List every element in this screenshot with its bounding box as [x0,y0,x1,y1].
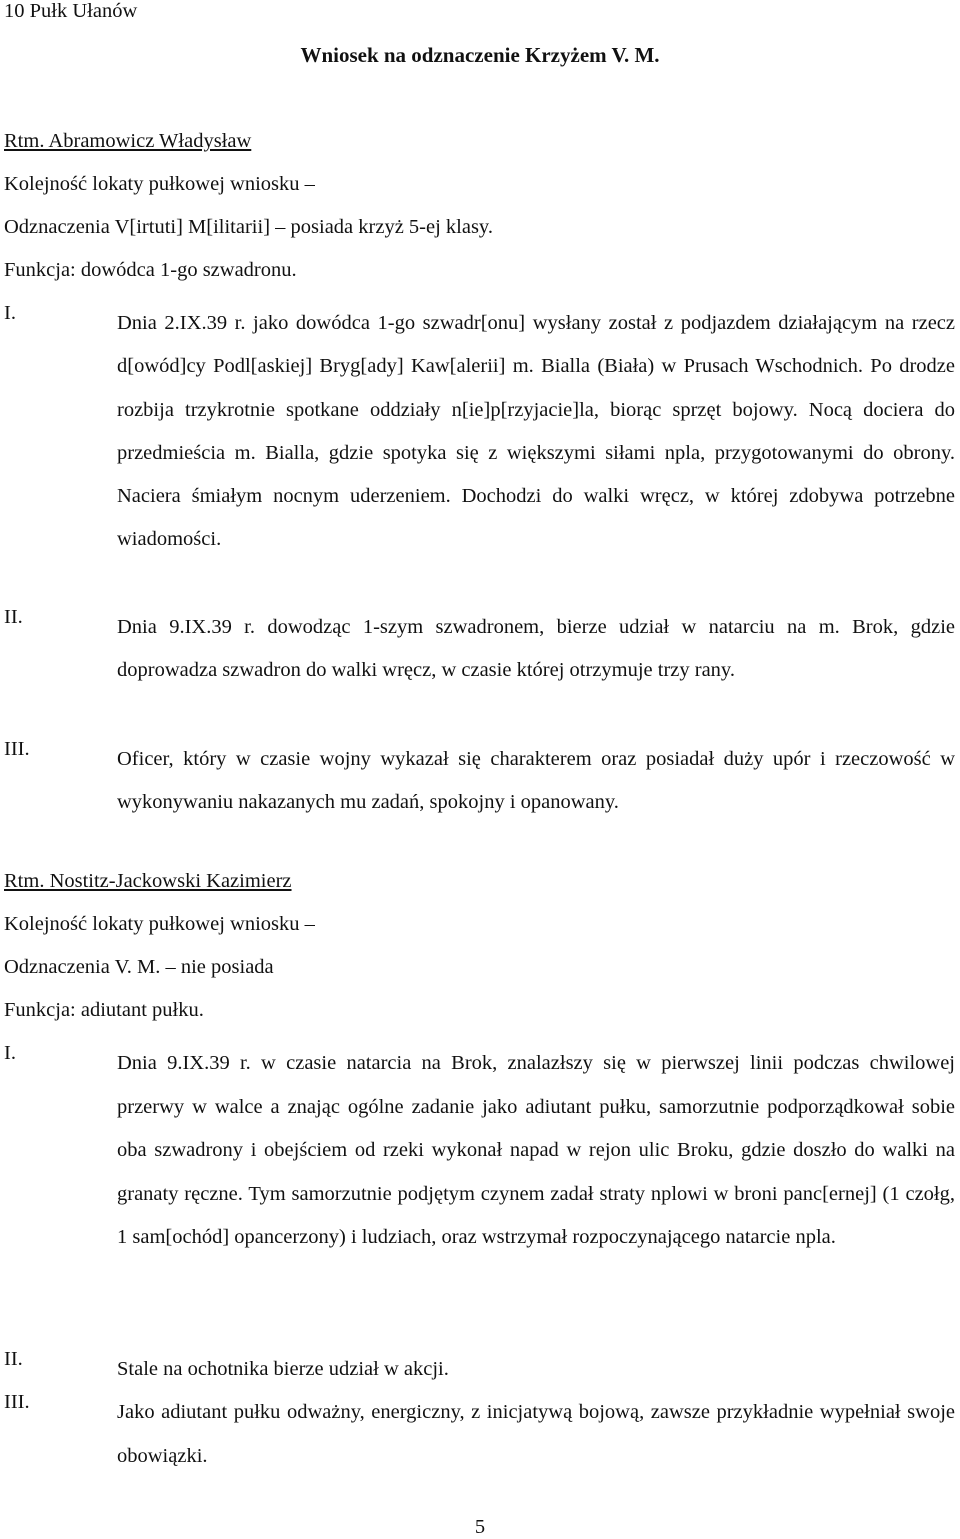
item-numeral: III. [4,738,30,760]
awards-line: Odznaczenia V[irtuti] M[ilitarii] – posiada krzyż 5-ej klasy. [4,216,493,238]
person-name: Rtm. Nostitz-Jackowski Kazimierz [4,870,292,892]
person-name: Rtm. Abramowicz Władysław [4,130,252,152]
document-title: Wniosek na odznaczenie Krzyżem V. M. [300,43,660,67]
order-line: Kolejność lokaty pułkowej wniosku – [4,913,315,935]
item-numeral: I. [4,1042,16,1064]
page-number: 5 [474,1516,486,1538]
item-numeral: III. [4,1391,30,1413]
item-text: Jako adiutant pułku odważny, energiczny, z inicjatywą bojową, zawsze przykładnie wypełniał swoje obowiązki. [117,1401,955,1467]
item-numeral: II. [4,606,23,628]
function-line: Funkcja: adiutant pułku. [4,999,204,1021]
item-text: Stale na ochotnika bierze udział w akcji. [117,1358,449,1380]
function-line: Funkcja: dowódca 1-go szwadronu. [4,259,297,281]
item-text: Dnia 9.IX.39 r. dowodząc 1-szym szwadronem, bierze udział w natarciu na m. Brok, gdzie doprowadza szwadron do walki wręcz, w czasie której otrzymuje trzy rany. [117,616,955,682]
item-text: Dnia 2.IX.39 r. jako dowódca 1-go szwadr[onu] wysłany został z podjazdem działającym na rzecz d[owód]cy Podl[askiej] Bryg[ady] Kaw[alerii] m. Bialla (Biała) w Prusach Wschodnich. Po drodze rozbija trzykrotnie spotkane oddziały n[ie]p[rzyjacie]la, biorąc sprzęt bojowy. Nocą dociera do przedmieścia m. Bialla, gdzie spotyka się z większymi siłami npla, przygotowanymi do obrony. Naciera śmiałym nocnym uderzeniem. Dochodzi do walki wręcz, w której zdobywa potrzebne wiadomości. [117,312,955,551]
awards-line: Odznaczenia V. M. – nie posiada [4,956,274,978]
item-numeral: II. [4,1348,23,1370]
unit-name: 10 Pułk Ułanów [4,0,138,22]
order-line: Kolejność lokaty pułkowej wniosku – [4,173,315,195]
item-text: Oficer, który w czasie wojny wykazał się charakterem oraz posiadał duży upór i rzeczowość w wykonywaniu nakazanych mu zadań, spokojny i opanowany. [117,748,955,814]
item-text: Dnia 9.IX.39 r. w czasie natarcia na Brok, znalazłszy się w pierwszej linii podczas chwilowej przerwy w walce a znając ogólne zadanie jako adiutant pułku, samorzutnie podporządkował sobie oba szwadrony i obejściem od rzeki wykonał napad w rejon ulic Broku, gdzie doszło do walki na granaty ręczne. Tym samorzutnie podjętym czynem zadał straty nplowi w broni panc[ernej] (1 czołg, 1 sam[ochód] opancerzony) i ludziach, oraz wstrzymał rozpoczynającego natarcie npla. [117,1052,955,1249]
item-numeral: I. [4,302,16,324]
